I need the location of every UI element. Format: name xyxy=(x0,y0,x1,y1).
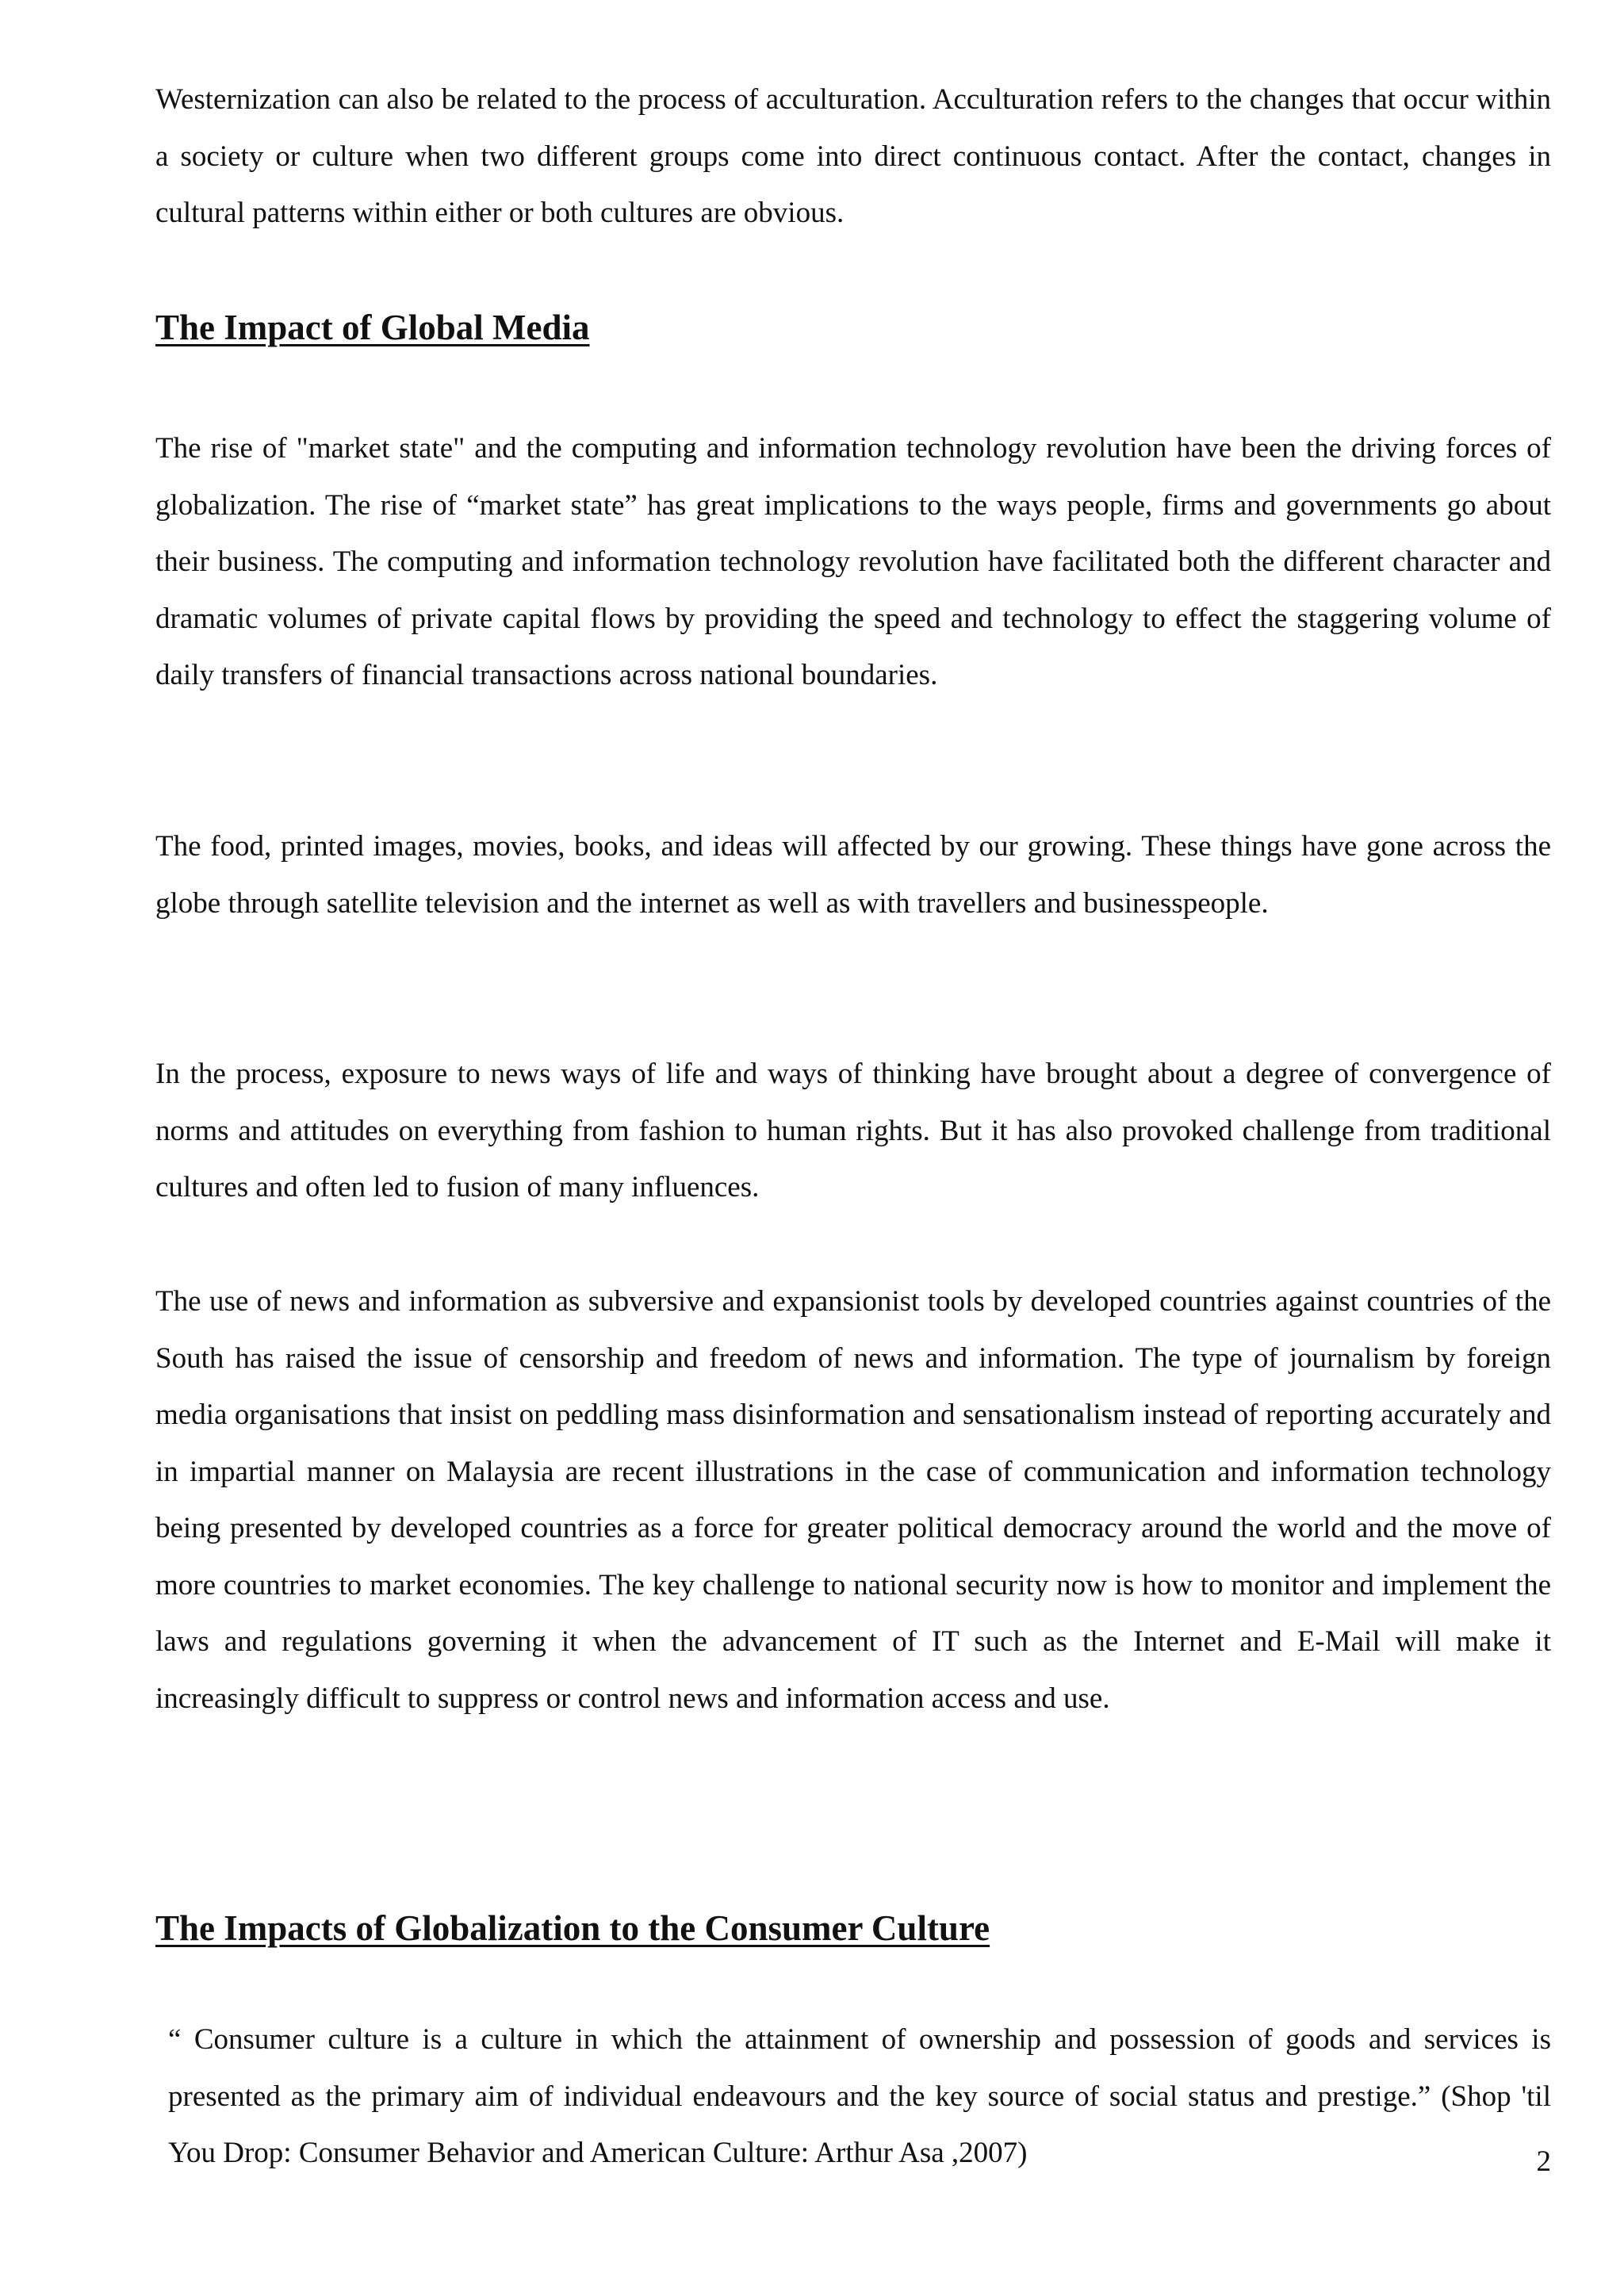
paragraph-text: Westernization can also be related to the process of acculturation. Acculturation refers to the changes that occur within a society or culture when two different groups come into direct continuous contact. After the contact, changes in cultural patterns within either or both cultures are obvious. xyxy=(155,83,1551,229)
food-media-paragraph xyxy=(155,818,1551,932)
market-state-paragraph xyxy=(155,420,1551,704)
exposure-paragraph xyxy=(155,1046,1551,1216)
page-number: 2 xyxy=(1536,2145,1551,2178)
paragraph-text: The rise of "market state" and the computing and information technology revolution have been the driving forces of globalization. The rise of “market state” has great implications to the ways people, firms and governments go about their business. The computing and information technology revolution have facilitated both the different character and dramatic volumes of private capital flows by providing the speed and technology to effect the staggering volume of daily transfers of financial transactions across national boundaries. xyxy=(155,432,1551,691)
global-media-heading-block xyxy=(155,304,1551,351)
news-information-paragraph xyxy=(155,1273,1551,1727)
quote-text: “ Consumer culture is a culture in which the attainment of ownership and possession of goods and services is presented as the primary aim of individual endeavours and the key source of social status and prestige.” (Shop 'til You Drop: Consumer Behavior and American Culture: Arthur Asa ,2007) xyxy=(168,2023,1551,2169)
section-heading-global-media: The Impact of Global Media xyxy=(155,308,590,347)
westernization-paragraph xyxy=(155,71,1551,242)
consumer-culture-quote xyxy=(168,2011,1551,2182)
paragraph-text: In the process, exposure to news ways of life and ways of thinking have brought about a degree of convergence of norms and attitudes on everything from fashion to human rights. But it has also provoked challenge from traditional cultures and often led to fusion of many influences. xyxy=(155,1058,1551,1203)
section-heading-consumer-culture: The Impacts of Globalization to the Consumer Culture xyxy=(155,1908,990,1948)
consumer-culture-heading-block xyxy=(155,1904,1551,1952)
paragraph-text: The food, printed images, movies, books, and ideas will affected by our growing. These things have gone across the globe through satellite television and the internet as well as with travellers and businesspeople. xyxy=(155,830,1551,920)
paragraph-text: The use of news and information as subversive and expansionist tools by developed countries against countries of the South has raised the issue of censorship and freedom of news and information. The type of journalism by foreign media organisations that insist on peddling mass disinformation and sensationalism instead of reporting accurately and in impartial manner on Malaysia are recent illustrations in the case of communication and information technology being presented by developed countries as a force for greater political democracy around the world and the move of more countries to market economies. The key challenge to national security now is how to monitor and implement the laws and regulations governing it when the advancement of IT such as the Internet and E-Mail will make it increasingly difficult to suppress or control news and information access and use. xyxy=(155,1285,1551,1715)
